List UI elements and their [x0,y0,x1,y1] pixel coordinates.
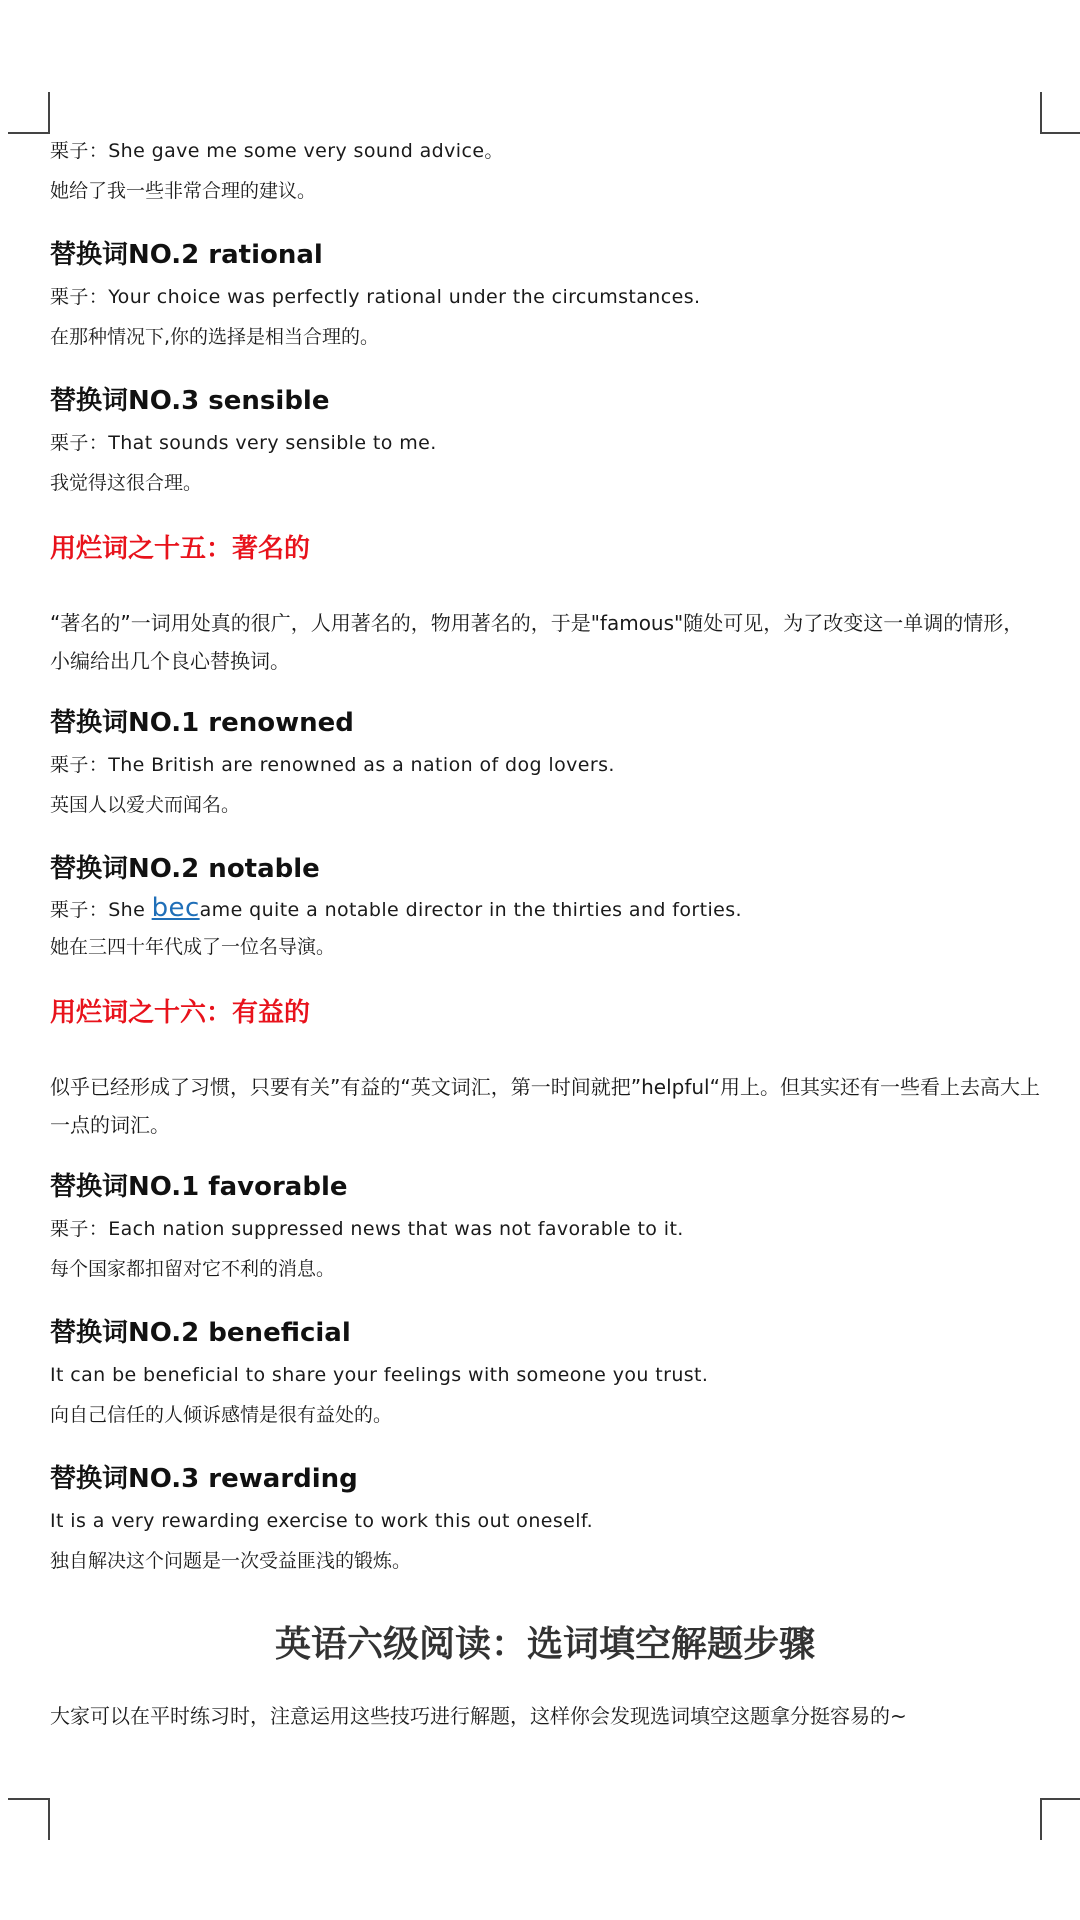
synonym-heading: 替换词NO.2 notable [50,854,320,884]
synonym-heading: 替换词NO.1 renowned [50,708,354,738]
example-sentence-en: 栗子：That sounds very sensible to me. [50,432,437,454]
example-sentence-zh: 向自己信任的人倾诉感情是很有益处的。 [50,1404,393,1426]
crop-mark-bottom-right [1040,1798,1080,1840]
example-sentence-zh: 每个国家都扣留对它不利的消息。 [50,1258,336,1280]
example-sentence-en: 栗子：Your choice was perfectly rational under the circumstances. [50,286,701,308]
example-sentence-en: 栗子：Each nation suppressed news that was not favorable to it. [50,1218,684,1240]
example-sentence-zh: 在那种情况下,你的选择是相当合理的。 [50,326,380,348]
example-sentence-en [50,892,1040,926]
example-sentence-zh: 她给了我一些非常合理的建议。 [50,180,317,202]
crop-mark-bottom-left [8,1798,50,1840]
section-heading-red: 用烂词之十五：著名的 [50,534,311,564]
crop-mark-top-right [1040,92,1080,134]
synonym-heading: 替换词NO.3 sensible [50,386,330,416]
section-intro-paragraph: “著名的”一词用处真的很广，人用著名的，物用著名的，于是"famous"随处可见，为了改变这一单调的情形，小编给出几个良心替换词。 [50,611,1024,673]
closing-paragraph: 大家可以在平时练习时，注意运用这些技巧进行解题，这样你会发现选词填空这题拿分挺容易的~ [50,1704,907,1728]
synonym-heading: 替换词NO.2 rational [50,240,323,270]
example-sentence-zh: 我觉得这很合理。 [50,472,203,494]
synonym-heading: 替换词NO.2 beneficial [50,1318,351,1348]
example-sentence-zh: 独自解决这个问题是一次受益匪浅的锻炼。 [50,1550,412,1572]
example-sentence-en-end: ame quite a notable director in the thirties and forties. [199,899,742,921]
example-sentence-en: It is a very rewarding exercise to work this out oneself. [50,1510,594,1532]
document-body [50,138,1040,1730]
section-heading-red: 用烂词之十六：有益的 [50,998,311,1028]
hyperlink-text[interactable]: bec [151,893,200,923]
example-sentence-en: 栗子：The British are renowned as a nation of dog lovers. [50,754,615,776]
article-section-title: 英语六级阅读：选词填空解题步骤 [274,1624,815,1665]
crop-mark-top-left [8,92,50,134]
section-intro-paragraph: 似乎已经形成了习惯，只要有关”有益的“英文词汇，第一时间就把”helpful“用上。但其实还有一些看上去高大上一点的词汇。 [50,1075,1040,1137]
example-sentence-zh: 她在三四十年代成了一位名导演。 [50,936,336,958]
synonym-heading: 替换词NO.3 rewarding [50,1464,358,1494]
example-sentence-zh: 英国人以爱犬而闻名。 [50,794,241,816]
example-sentence-en-start: 栗子：She [50,899,152,921]
synonym-heading: 替换词NO.1 favorable [50,1172,348,1202]
example-sentence-en: It can be beneficial to share your feelings with someone you trust. [50,1364,709,1386]
example-sentence-en: 栗子：She gave me some very sound advice。 [50,140,504,162]
